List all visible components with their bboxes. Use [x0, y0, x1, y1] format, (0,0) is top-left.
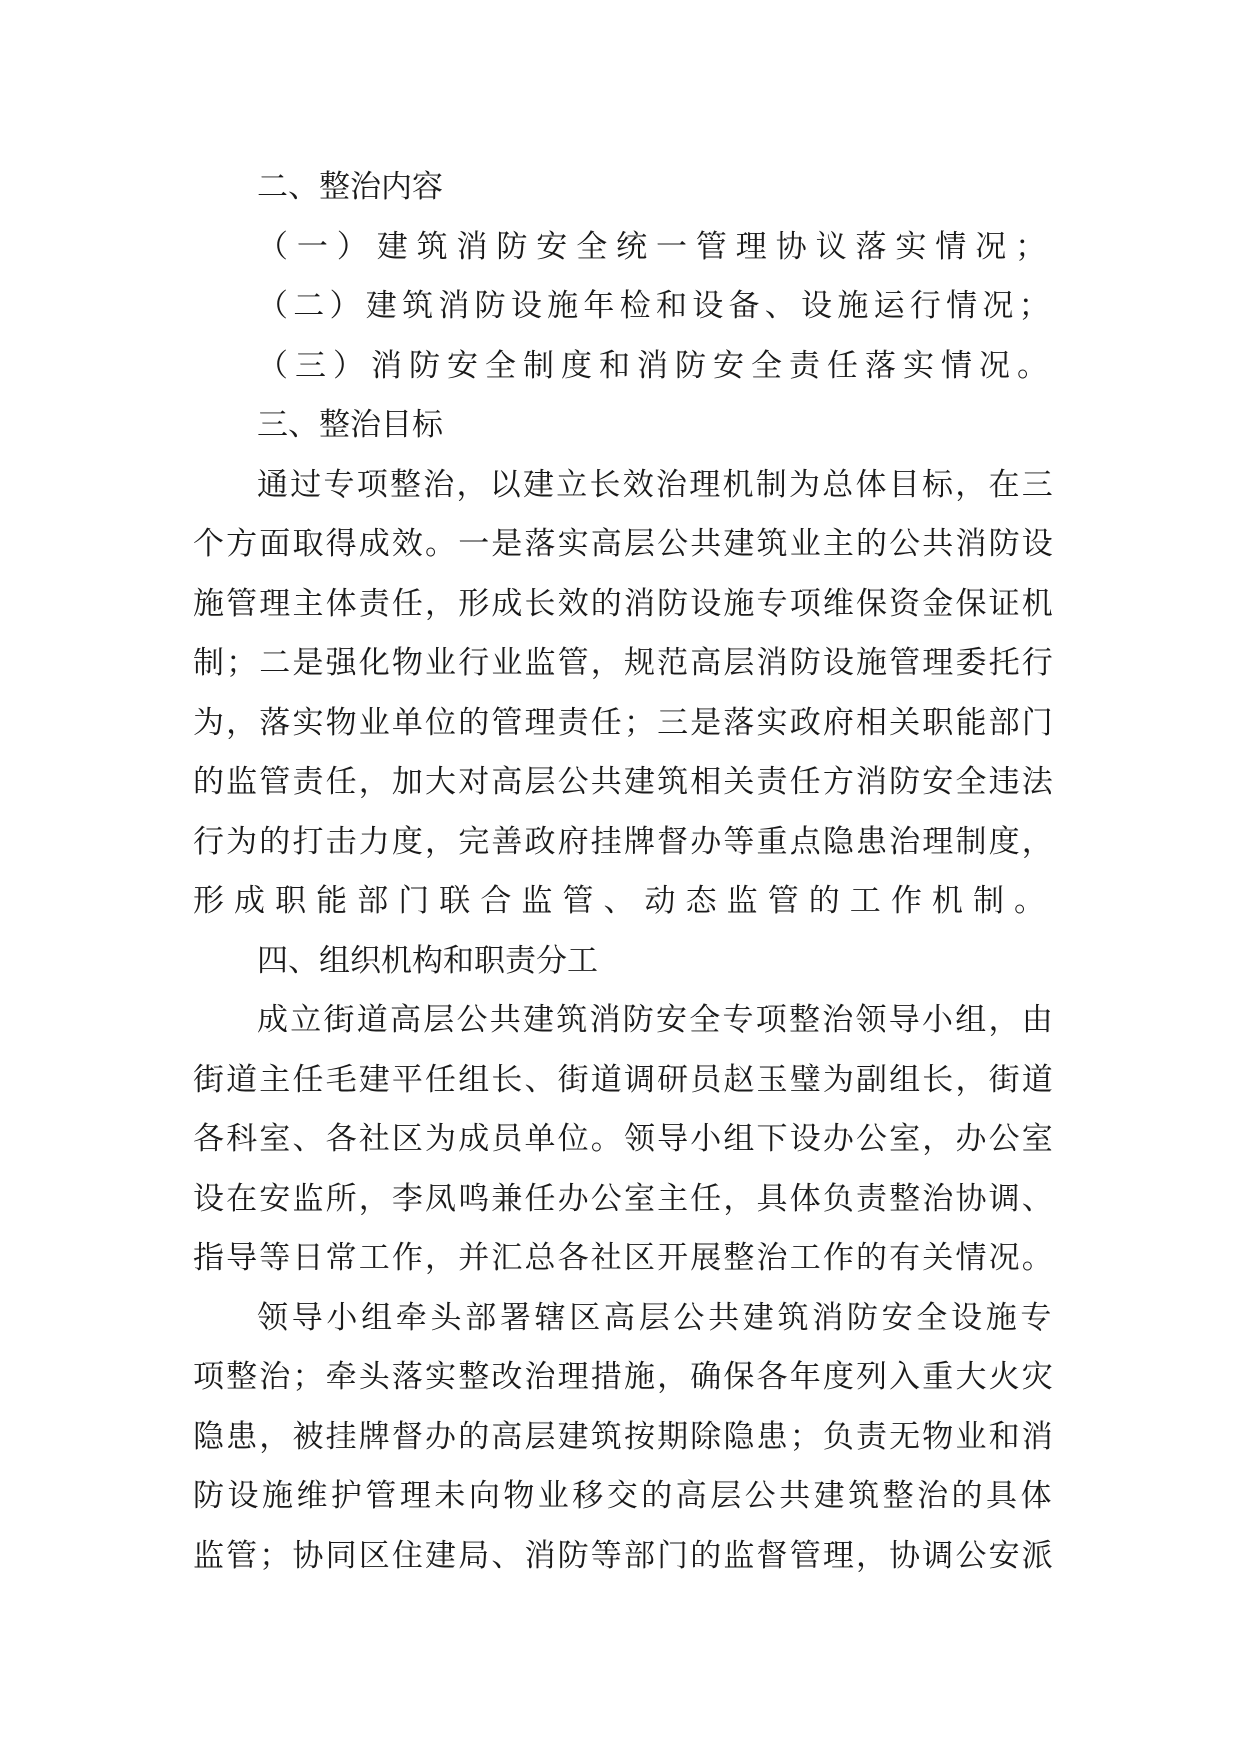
text-line: 通过专项整治，以建立长效治理机制为总体目标，在三	[257, 466, 1055, 503]
document-body	[193, 158, 1055, 1586]
text-line: 的监管责任，加大对高层公共建筑相关责任方消防安全违法	[193, 764, 1055, 800]
text-line: 行为的打击力度，完善政府挂牌督办等重点隐患治理制度，	[193, 823, 1055, 860]
text-line: （二）建筑消防设施年检和设备、设施运行情况；	[257, 288, 1055, 324]
text-line: 监管；协同区住建局、消防等部门的监督管理，协调公安派	[193, 1537, 1055, 1574]
text-line: 防设施维护管理未向物业移交的高层公共建筑整治的具体	[193, 1478, 1055, 1514]
text-line: 成立街道高层公共建筑消防安全专项整治领导小组，由	[257, 1002, 1055, 1038]
text-line: 个方面取得成效。一是落实高层公共建筑业主的公共消防设	[193, 526, 1055, 562]
text-line: 施管理主体责任，形成长效的消防设施专项维保资金保证机	[193, 585, 1055, 622]
text-line: 制；二是强化物业行业监管，规范高层消防设施管理委托行	[193, 645, 1055, 681]
text-line: 街道主任毛建平任组长、街道调研员赵玉璧为副组长，街道	[193, 1061, 1055, 1098]
text-line: （一）建筑消防安全统一管理协议落实情况；	[257, 228, 1055, 265]
text-line: 领导小组牵头部署辖区高层公共建筑消防安全设施专	[257, 1299, 1055, 1336]
text-line: 形成职能部门联合监管、动态监管的工作机制。	[193, 883, 1055, 919]
text-line: 为，落实物业单位的管理责任；三是落实政府相关职能部门	[193, 704, 1055, 741]
text-line: 隐患，被挂牌督办的高层建筑按期除隐患；负责无物业和消	[193, 1418, 1055, 1455]
text-line: （三）消防安全制度和消防安全责任落实情况。	[257, 347, 1055, 384]
text-line: 指导等日常工作，并汇总各社区开展整治工作的有关情况。	[193, 1240, 1055, 1276]
text-line: 二、整治内容	[257, 169, 443, 205]
text-line: 四、组织机构和职责分工	[257, 942, 598, 979]
text-line: 各科室、各社区为成员单位。领导小组下设办公室，办公室	[193, 1121, 1055, 1157]
text-line: 设在安监所，李凤鸣兼任办公室主任，具体负责整治协调、	[193, 1180, 1055, 1217]
text-line: 三、整治目标	[257, 407, 443, 443]
text-line: 项整治；牵头落实整改治理措施，确保各年度列入重大火灾	[193, 1359, 1055, 1395]
